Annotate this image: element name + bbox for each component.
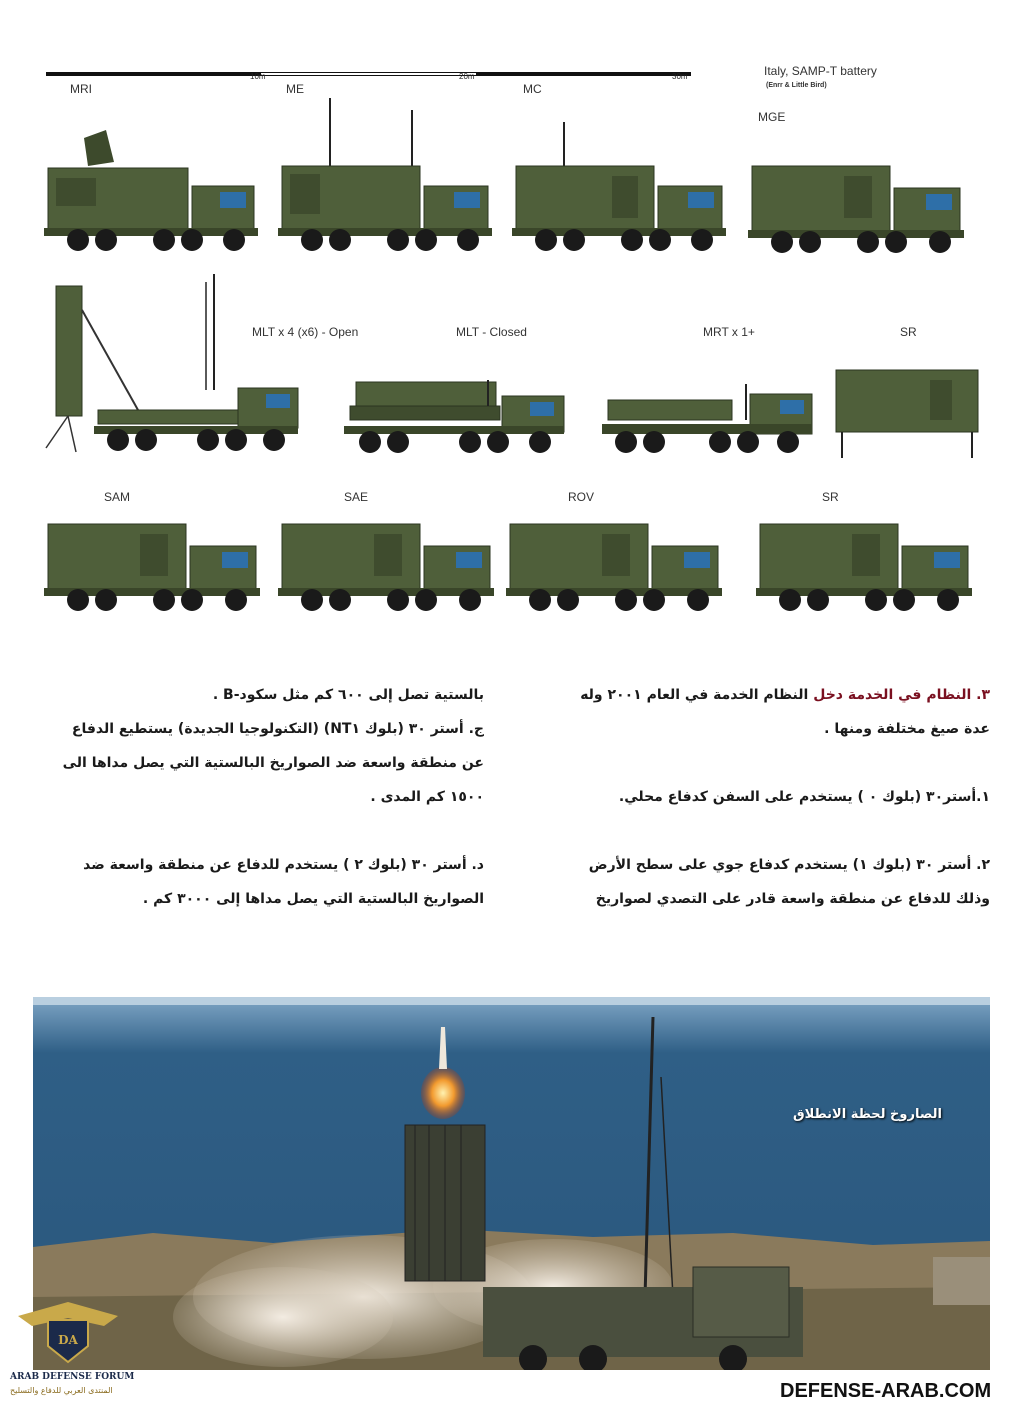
vehicle-label-sr-row3: SR [822,490,839,504]
truck-sae-illustration [278,520,498,612]
block-nt-line3: ١٥٠٠ كم المدى . [370,789,484,805]
section-heading: النظام في الخدمة دخل [813,687,972,703]
heading-line-rest: النظام الخدمة في العام ٢٠٠١ وله [580,687,814,703]
photo-caption: الصاروخ لحظة الانطلاق [793,1107,942,1122]
item-block-1-line2: وذلك للدفاع عن منطقة واسعة قادر على التصدي لصواريخ [595,891,990,907]
vehicle-label-mri: MRI [70,82,92,96]
truck-mlt-closed-illustration [340,376,566,462]
logo-mark-text: DA [58,1333,78,1347]
scale-tick-20m: 20m [459,72,475,81]
scale-tick-30m: 30m [672,72,688,81]
vehicle-label-rov: ROV [568,490,595,504]
launch-photo-graphic [33,997,990,1370]
truck-mlt-open-illustration [38,270,300,462]
block-nt-line1: ج. أستر ٣٠ (بلوك NT١) (التكنولوجيا الجديدة) يستطيع الدفاع [71,721,484,737]
item-block-1-line1: ٢. أستر ٣٠ (بلوك ١) يستخدم كدفاع جوي على سطح الأرض [588,857,990,873]
logo-subtitle: المنتدى العربي للدفاع والتسليح [10,1386,113,1395]
section-number: ٣. [971,687,990,703]
truck-sr-illustration [756,520,976,612]
section-heading-line [530,678,990,712]
scale-bar-graphic [46,69,691,79]
block2-line1: د. أستر ٣٠ (بلوك ٢ ) يستخدم للدفاع عن منطقة واسعة ضد [83,857,484,873]
vehicle-label-mlt-open: MLT x 4 (x6) - Open [252,325,359,339]
scud-line: بالستية تصل إلى ٦٠٠ كم مثل سكود-B . [212,687,484,703]
credit-subtitle: (Enrr & Little Bird) [766,82,827,89]
logo-title: ARAB DEFENSE FORUM [10,1372,135,1382]
truck-sam-illustration [44,520,264,612]
shelter-sr-illustration [834,368,980,462]
vehicle-label-mlt-closed: MLT - Closed [456,325,527,339]
truck-mc-illustration [512,120,732,254]
launch-photo [33,997,990,1370]
truck-mrt-illustration [600,380,814,462]
block-nt-line2: عن منطقة واسعة ضد الصواريخ البالستية التي يصل مداها الى [62,755,484,771]
credit-title: Italy, SAMP-T battery [764,64,877,78]
truck-me-illustration [278,96,498,254]
site-url[interactable]: DEFENSE-ARAB.COM [780,1380,992,1402]
vehicle-label-mge: MGE [758,110,786,124]
left-column-text [28,678,484,916]
shield-emblem-icon [8,1296,128,1368]
forum-logo [8,1296,135,1406]
vehicle-label-sam: SAM [104,490,131,504]
truck-mri-illustration [44,128,264,254]
vehicle-label-mc: MC [523,82,542,96]
vehicle-label-sae: SAE [344,490,369,504]
vehicle-label-me: ME [286,82,304,96]
scale-bar [46,64,691,74]
item-block-0: ١.أستر٣٠ (بلوك ٠ ) يستخدم على السفن كدفاع محلي. [618,789,990,805]
truck-mge-illustration [748,150,970,254]
truck-rov-illustration [506,520,726,612]
vehicle-label-mrt: MRT x 1+ [703,325,755,339]
right-column-text [530,678,990,916]
vehicle-label-sr-row2: SR [900,325,917,339]
heading-line-2: عدة صيغ مختلفة ومنها . [824,721,990,737]
block2-line2: الصواريخ البالستية التي يصل مداها إلى ٣٠٠٠ كم . [142,891,484,907]
scale-tick-10m: 10m [250,72,266,81]
